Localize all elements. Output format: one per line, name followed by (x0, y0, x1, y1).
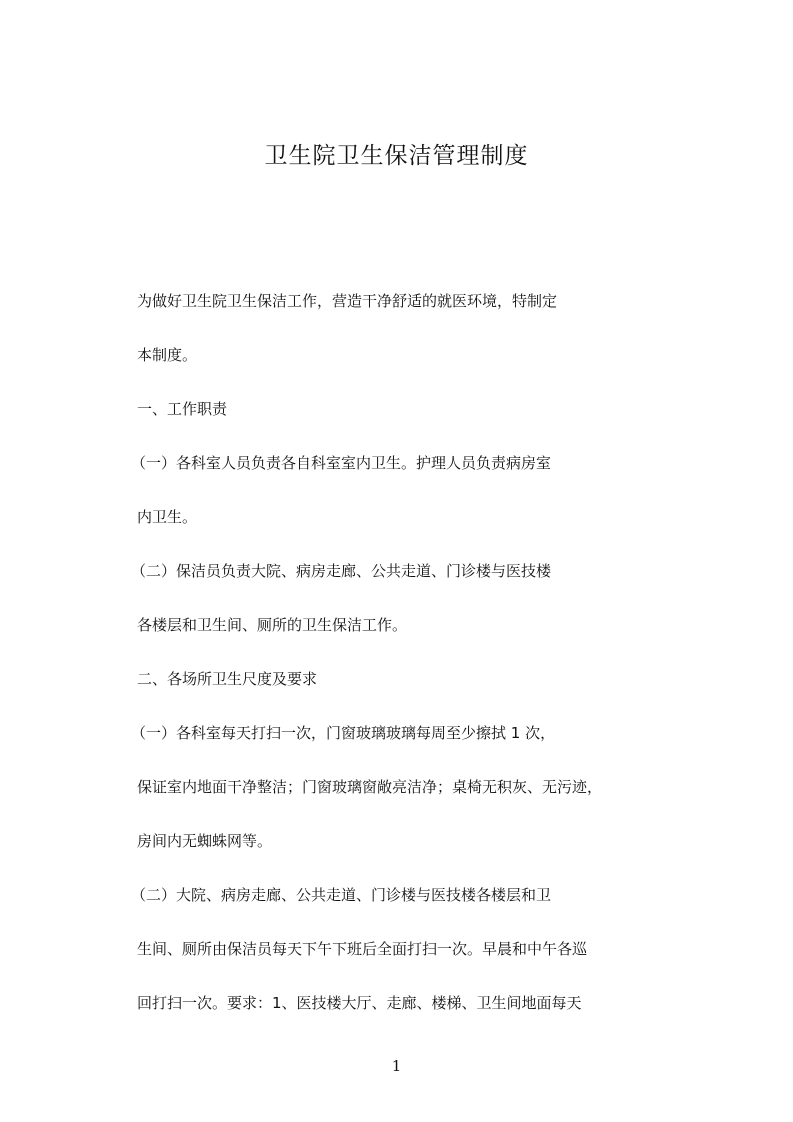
paragraph-line: 本制度。 (137, 346, 198, 364)
paragraph-line: （二）保洁员负责大院、病房走廊、公共走道、门诊楼与医技楼 (131, 562, 552, 580)
paragraph-line: 为做好卫生院卫生保洁工作，营造干净舒适的就医环境，特制定 (137, 292, 558, 310)
paragraph-line: 房间内无蜘蛛网等。 (137, 832, 273, 850)
paragraph-line: 各楼层和卫生间、厕所的卫生保洁工作。 (137, 616, 408, 634)
paragraph-line: （一）各科室每天打扫一次，门窗玻璃玻璃每周至少擦拭 1 次， (131, 724, 556, 742)
document-title: 卫生院卫生保洁管理制度 (264, 143, 529, 169)
section-heading: 二、各场所卫生尺度及要求 (137, 670, 318, 688)
paragraph-line: （一）各科室人员负责各自科室室内卫生。护理人员负责病房室 (131, 454, 552, 472)
paragraph-line: 内卫生。 (137, 508, 198, 526)
paragraph-line: （二）大院、病房走廊、公共走道、门诊楼与医技楼各楼层和卫 (131, 886, 552, 904)
page-number: 1 (391, 1057, 402, 1075)
section-heading: 一、工作职责 (137, 400, 228, 418)
paragraph-line: 生间、厕所由保洁员每天下午下班后全面打扫一次。早晨和中午各巡 (137, 940, 588, 958)
paragraph-line: 保证室内地面干净整洁；门窗玻璃窗敞亮洁净；桌椅无积灰、无污迹， (137, 778, 603, 796)
paragraph-line: 回打扫一次。要求：1、医技楼大厅、走廊、楼梯、卫生间地面每天 (137, 994, 582, 1012)
